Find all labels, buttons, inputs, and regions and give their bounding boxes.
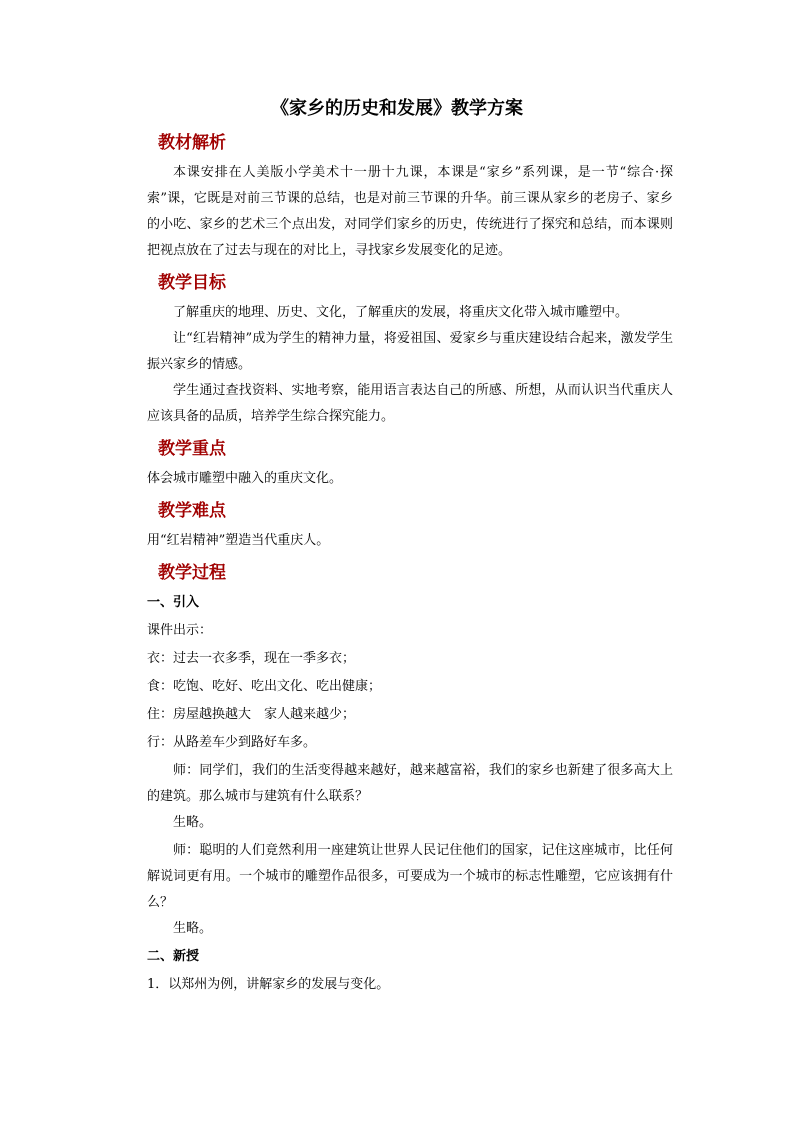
process-part-2-heading: 二、新授 <box>147 949 200 964</box>
process-item-1: 1．以郑州为例，讲解家乡的发展与变化。 <box>147 977 390 992</box>
difficulties-text: 用“红岩精神”塑造当代重庆人。 <box>147 533 330 548</box>
section-heading-analysis: 教材解析 <box>158 133 226 153</box>
student-remark-1: 生略。 <box>173 815 213 830</box>
goals-paragraph-3: 学生通过查找资料、实地考察，能用语言表达自己的所感、所想，从而认识当代重庆人应该具备的品质，培养学生综合探究能力。 <box>147 383 673 424</box>
section-heading-difficulties: 教学难点 <box>158 501 226 521</box>
teacher-remark-2: 师：聪明的人们竟然利用一座建筑让世界人民记住他们的国家，记住这座城市，比任何解说词更有用。一个城市的雕塑作品很多，可要成为一个城市的标志性雕塑，它应该拥有什么？ <box>147 843 673 910</box>
document-title: 《家乡的历史和发展》教学方案 <box>271 98 523 119</box>
clothing-line: 衣：过去一衣多季，现在一季多衣； <box>147 651 356 666</box>
goals-paragraph-1: 了解重庆的地理、历史、文化，了解重庆的发展，将重庆文化带入城市雕塑中。 <box>173 305 629 320</box>
student-remark-2: 生略。 <box>173 921 213 936</box>
section-heading-goals: 教学目标 <box>158 273 226 293</box>
housing-line: 住：房屋越换越大 家人越来越少； <box>147 707 356 722</box>
travel-line: 行：从路差车少到路好车多。 <box>147 735 317 750</box>
process-part-1-heading: 一、引入 <box>147 595 200 610</box>
section-heading-process: 教学过程 <box>158 563 226 583</box>
analysis-paragraph: 本课安排在人美版小学美术十一册十九课，本课是“家乡”系列课，是一节“综合·探索”课，它既是对前三节课的总结，也是对前三节课的升华。前三课从家乡的老房子、家乡的小吃、家乡的艺术三个点出发，对同学们家乡的历史，传统进行了探究和总结，而本课则把视点放在了过去与现在的对比上，寻找家乡发展变化的足迹。 <box>147 165 673 258</box>
key-points-text: 体会城市雕塑中融入的重庆文化。 <box>147 471 343 486</box>
teacher-remark-1: 师：同学们，我们的生活变得越来越好，越来越富裕，我们的家乡也新建了很多高大上的建筑。那么城市与建筑有什么联系？ <box>147 763 673 804</box>
goals-paragraph-2: 让“红岩精神”成为学生的精神力量，将爱祖国、爱家乡与重庆建设结合起来，激发学生振兴家乡的情感。 <box>147 331 673 372</box>
courseware-line: 课件出示： <box>147 623 213 638</box>
section-heading-key-points: 教学重点 <box>158 439 226 459</box>
food-line: 食：吃饱、吃好、吃出文化、吃出健康； <box>147 679 382 694</box>
document-body <box>147 126 673 1000</box>
